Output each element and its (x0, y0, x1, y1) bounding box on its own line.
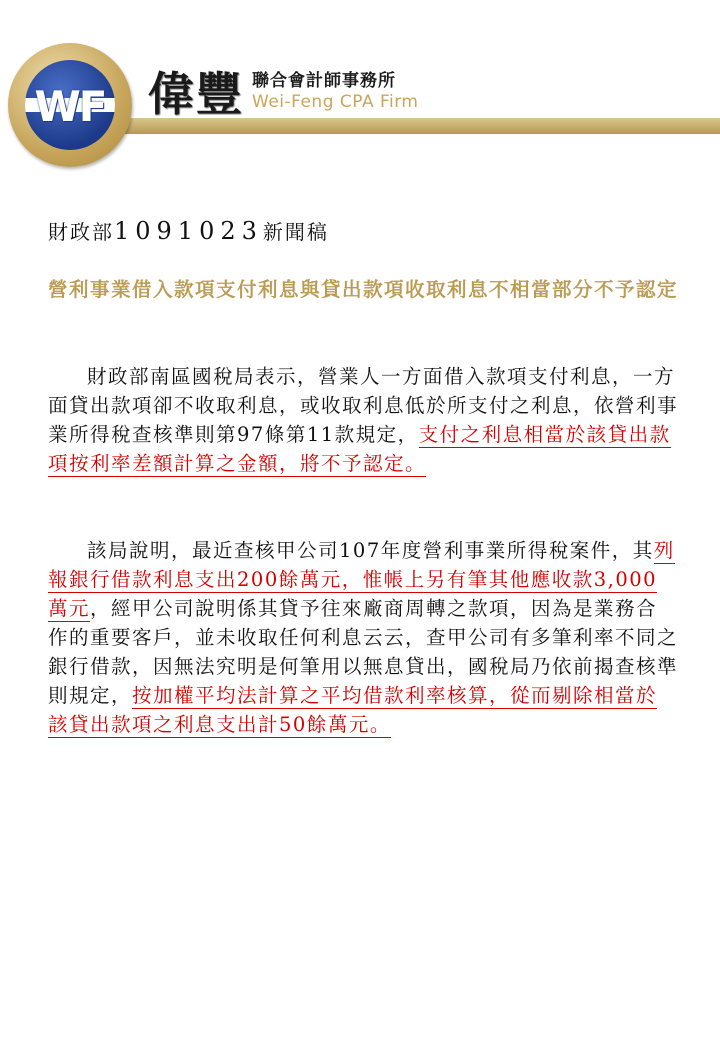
paragraph-2-text-a: 該局說明，最近查核甲公司107年度營利事業所得稅案件，其 (87, 539, 654, 562)
paragraph-1 (48, 362, 678, 478)
paragraph-1-text: 財政部南區國稅局表示，營業人一方面借入款項支付利息，一方面貸出款項卻不收取利息，或收取利息低於所支付之利息，依營利事業所得稅查核準則第97條第11款規定， (48, 365, 679, 446)
paragraph-2-highlight-a: 列報銀行借款利息支出200餘萬元，惟帳上另有筆其他應收款3,000萬元 (48, 539, 675, 620)
press-release-source (48, 216, 329, 245)
firm-logo (8, 43, 132, 167)
paragraph-2-highlight-b: 按加權平均法計算之平均借款利率核算，從而剔除相當於該貸出款項之利息支出計50餘萬元。 (48, 684, 658, 736)
headline: 營利事業借入款項支付利息與貸出款項收取利息不相當部分不予認定 (48, 278, 679, 301)
brand-name: 偉豐 (148, 67, 244, 121)
logo-inner-circle (25, 60, 115, 150)
logo-text: WF (34, 82, 106, 131)
firm-name-en: Wei-Feng CPA Firm (252, 92, 419, 112)
firm-name-zh: 聯合會計師事務所 (252, 71, 396, 91)
source-number: 1091023 (114, 217, 263, 245)
paragraph-1-highlight: 支付之利息相當於該貸出款項按利率差額計算之金額，將不予認定。 (48, 423, 671, 475)
paragraph-2 (48, 536, 678, 739)
paragraph-2-text-b: ，經甲公司說明係其貸予往來廠商周轉之款項，因為是業務合作的重要客戶，並未收取任何利息云云，查甲公司有多筆利率不同之銀行借款，因無法究明是何筆用以無息貸出，國稅局乃依前揭查核準則規定， (48, 597, 679, 707)
source-prefix: 財政部 (48, 220, 114, 244)
source-suffix: 新聞稿 (262, 220, 329, 244)
